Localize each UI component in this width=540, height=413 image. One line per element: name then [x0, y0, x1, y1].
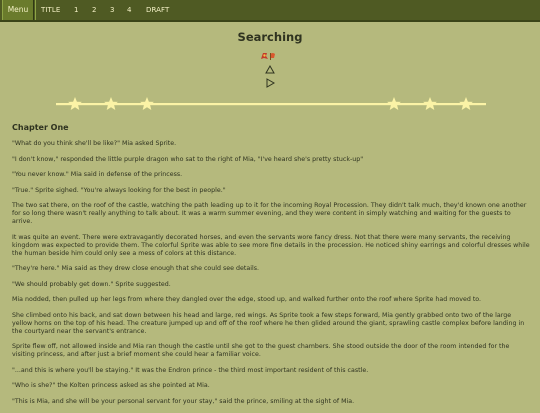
- story-paragraph: "This is Mia, and she will be your personal servant for your stay," said the prince, smiling at the sight of Mia.: [12, 397, 355, 405]
- story-paragraph: Sprite flew off, not allowed inside and Mia ran though the castle until she got to the guest chambers. She stood outside the door of the room intended for the visiting princess, and after just a brief moment she could hear a familiar voice.: [12, 343, 510, 358]
- star-icon: [459, 97, 473, 110]
- play-icon[interactable]: [267, 79, 274, 87]
- story-paragraph: "What do you think she'll be like?" Mia asked Sprite.: [12, 140, 177, 147]
- story-paragraph: It was quite an event. There were extravagantly decorated horses, and even the servants wore fancy dress. Not that there were many servants, the receiving kingdom was expected to provide them. The colorful Sprite was able to see more fine details in the procession. He noticed shiny earrings and colorful dresses while the human beside him could only see a mess of colors at this distance.: [12, 233, 530, 257]
- story-paragraph: Mia nodded, then pulled up her legs from where they dangled over the edge, stood up, and walked further onto the roof where Sprite had moved to.: [12, 296, 482, 303]
- nav-link-4[interactable]: 4: [127, 6, 132, 14]
- settings-icon[interactable]: [261, 53, 275, 60]
- chapter-heading: Chapter One: [12, 123, 69, 132]
- top-nav-bar: [0, 0, 540, 22]
- story-paragraph: "Who is she?" the Kolten princess asked as she pointed at Mia.: [12, 382, 210, 389]
- scroll-up-icon[interactable]: [266, 66, 274, 73]
- nav-link-title[interactable]: TITLE: [41, 6, 61, 14]
- star-icon: [104, 97, 118, 110]
- story-paragraph: "I don't know," responded the little purple dragon who sat to the right of Mia, "I've heard she's pretty stuck-up": [12, 155, 364, 163]
- story-paragraph: "You never know." Mia said in defense of the princess.: [12, 171, 183, 178]
- story-paragraph: "They're here." Mia said as they drew close enough that she could see details.: [12, 265, 260, 272]
- nav-link-2[interactable]: 2: [92, 6, 97, 14]
- story-paragraph: "...and this is where you'll be staying." It was the Endron prince - the third most important resident of this castle.: [12, 366, 369, 374]
- story-paragraph: "We should probably get down." Sprite suggested.: [12, 280, 171, 288]
- story-paragraph: "True." Sprite sighed. "You're always looking for the best in people.": [12, 186, 226, 194]
- menu-button[interactable]: Menu: [2, 0, 34, 20]
- star-divider: [56, 96, 486, 112]
- page-title: Searching: [237, 30, 303, 44]
- star-icon: [68, 97, 82, 110]
- story-paragraph: The two sat there, on the roof of the castle, watching the path leading up to it for the incoming Royal Procession. They didn't talk much, they'd known one another for so long there wasn't really anything to talk about. It was a warm summer evening, and they were content in simply watching and waiting for the guests to arrive.: [12, 202, 527, 225]
- story-toolbar: [256, 50, 284, 90]
- nav-link-1[interactable]: 1: [74, 6, 79, 14]
- nav-link-3[interactable]: 3: [110, 6, 115, 14]
- nav-link-draft[interactable]: DRAFT: [146, 6, 170, 14]
- star-icon: [387, 97, 401, 110]
- story-paragraph: She climbed onto his back, and sat down between his head and large, red wings. As Sprite took a few steps forward, Mia gently grabbed onto two of the large yellow horns on the top of his head. The creature jumped up and off of the roof where he then glided around the giant, sprawling castle complex before landing in the courtyard near the servant's entrance.: [12, 311, 525, 335]
- star-icon: [140, 97, 154, 110]
- story-content: [12, 123, 532, 413]
- star-icon: [423, 97, 437, 110]
- nav-divider: [35, 0, 36, 20]
